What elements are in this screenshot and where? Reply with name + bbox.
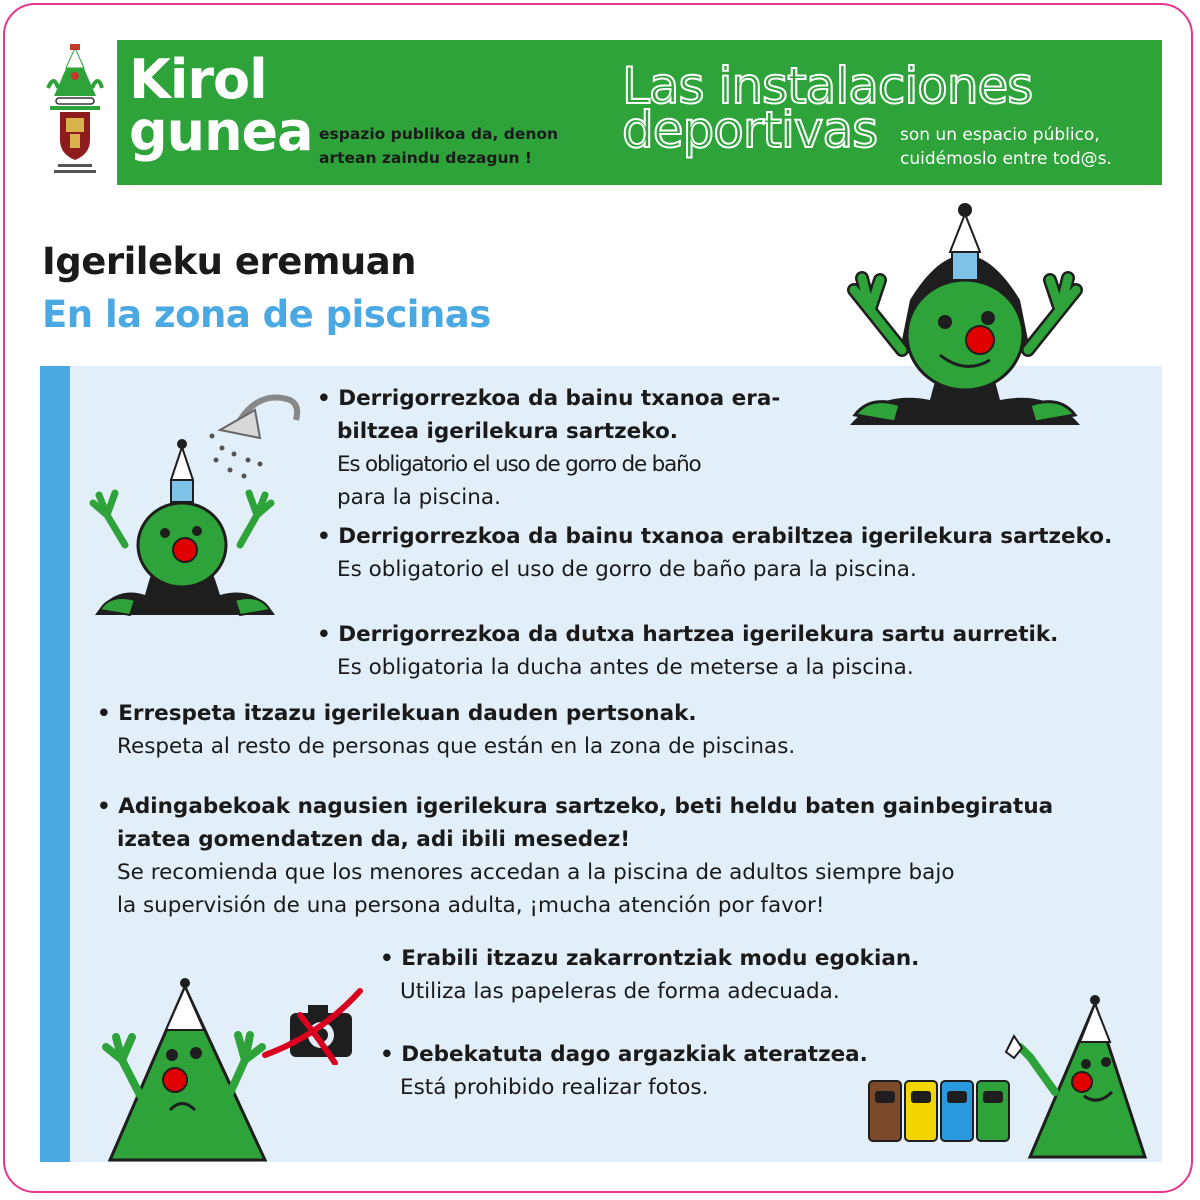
rule-1-es-line-2: para la piscina. (337, 485, 501, 510)
section-title-eus: Igerileku eremuan (42, 240, 417, 283)
rule-5-eus-line-1: • Adingabekoak nagusien igerilekura sartzeko, beti heldu baten gainbegiratua (97, 794, 1054, 819)
es-subtitle-line-1: son un espacio público, (900, 125, 1100, 145)
rule-1 (317, 382, 780, 514)
es-subtitle (900, 123, 1112, 171)
panel-accent-bar (40, 366, 70, 1162)
rule-3-eus: • Derrigorrezkoa da dutxa hartzea igerilekura sartu aurretik. (317, 622, 1059, 647)
es-title-line-2: deportivas (622, 101, 878, 159)
rule-6-es: Utiliza las papeleras de forma adecuada. (400, 979, 840, 1004)
eus-subtitle-line-1: espazio publikoa da, denon (319, 125, 559, 143)
mascot-sad-icon (100, 975, 280, 1165)
rule-5-eus-line-2: izatea gomendatzen da, adi ibili mesedez! (117, 827, 631, 852)
rule-2-eus: • Derrigorrezkoa da bainu txanoa erabiltzea igerilekura sartzeko. (317, 524, 1113, 549)
rule-5-es-line-2: la supervisión de una persona adulta, ¡mucha atención por favor! (117, 893, 825, 918)
eus-subtitle (319, 122, 558, 170)
recycling-bins-icon (865, 1075, 1015, 1145)
brand-word-1: Kirol (129, 48, 267, 111)
es-subtitle-line-2: cuidémoslo entre tod@s. (900, 149, 1112, 169)
rule-3 (317, 618, 1058, 684)
brand-word-2: gunea (129, 100, 313, 163)
rule-6 (380, 942, 919, 1008)
logos (40, 44, 110, 184)
brand-title (129, 48, 313, 163)
rule-1-es-line-1: Es obligatorio el uso de gorro de baño (337, 452, 701, 477)
rule-7-es: Está prohibido realizar fotos. (400, 1075, 709, 1100)
rule-2 (317, 520, 1112, 586)
header-banner (117, 40, 1162, 185)
rule-6-eus: • Erabili itzazu zakarrontziak modu egokian. (380, 946, 920, 971)
rule-4 (97, 697, 795, 763)
es-title-line-1: Las instalaciones (622, 57, 1033, 115)
rule-4-eus: • Errespeta itzazu igerilekuan dauden pertsonak. (97, 701, 697, 726)
rule-7 (380, 1038, 868, 1104)
rule-4-es: Respeta al resto de personas que están en la zona de piscinas. (117, 734, 796, 759)
coat-of-arms-icon (40, 106, 110, 176)
mascot-happy-icon (1000, 992, 1150, 1162)
rule-5-es-line-1: Se recomienda que los menores accedan a la piscina de adultos siempre bajo (117, 860, 955, 885)
rule-1-eus-line-2: biltzea igerilekura sartzeko. (337, 419, 678, 444)
rule-3-es: Es obligatoria la ducha antes de meterse a la piscina. (337, 655, 914, 680)
section-title-es: En la zona de piscinas (42, 293, 491, 336)
rule-5 (97, 790, 1053, 922)
town-crest-icon (40, 44, 110, 114)
mascot-shower-icon (85, 435, 285, 625)
rule-1-eus-line-1: • Derrigorrezkoa da bainu txanoa era- (317, 386, 781, 411)
no-camera-icon (260, 985, 370, 1065)
mascot-icon (840, 200, 1090, 450)
rule-2-es: Es obligatorio el uso de gorro de baño para la piscina. (337, 557, 917, 582)
eus-subtitle-line-2: artean zaindu dezagun ! (319, 149, 532, 167)
rule-7-eus: • Debekatuta dago argazkiak ateratzea. (380, 1042, 868, 1067)
